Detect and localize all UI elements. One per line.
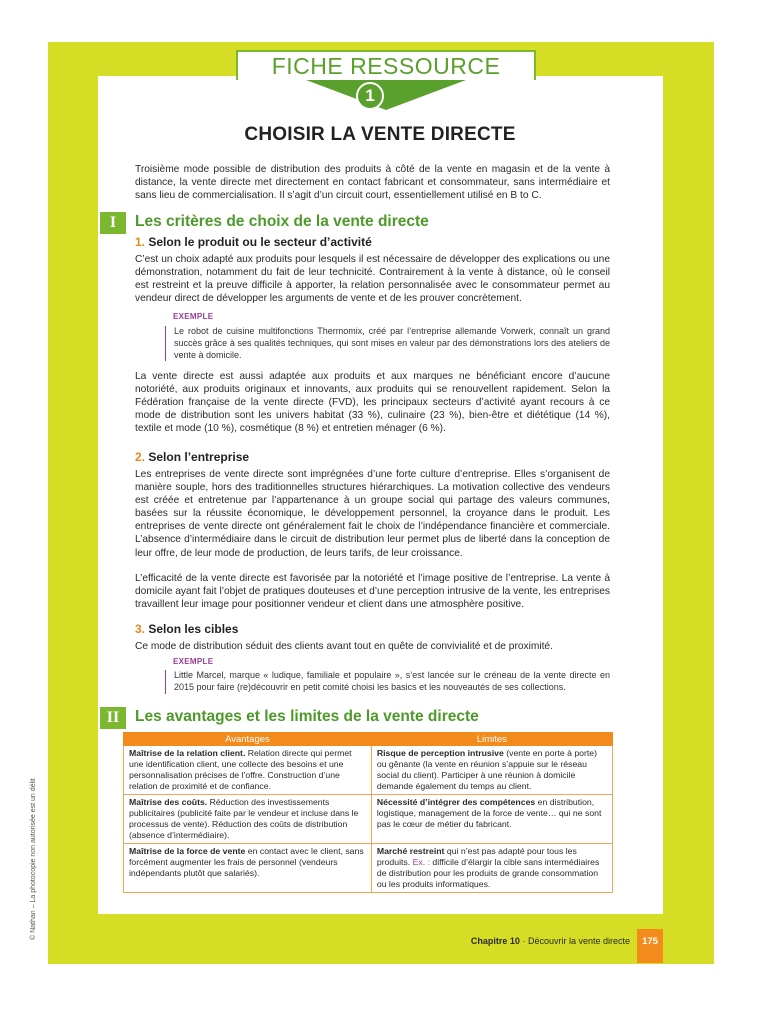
subsection-2-paragraph-1: Les entreprises de vente directe sont imprégnées d’une forte culture d’entreprise. Elles s’organisent de manière souple, hors des traditionnelles structures hiérarchiques. La motivation collective des vendeurs est créée et entretenue par l’appartenance à un groupe social qui partage des valeurs communes, basées sur la réussite économique, le développement personnel, la croyance dans le produit. Les entreprises de vente directe ont généralement fait le choix de l’indépendance financière et commerciale. L’absence d’intermédiaire dans le circuit de distribution leur permet plus de liberté dans la conception de leur offre, de leur mode de production, de leurs tarifs, de leur croissance. [135,469,610,559]
subsection-1-paragraph-1: C’est un choix adapté aux produits pour lesquels il est nécessaire de développer des explications ou une démonstration, notamment du fait de leur technicité. Contrairement à la vente à distance, où le conseil est restreint et la preuve difficile à apporter, la relation personnalisée avec le consommateur permet au vendeur direct de développer les arguments de vente et de les prouver concrètement. [135,254,610,305]
intro-paragraph: Troisième mode possible de distribution des produits à côté de la vente en magasin et de la vente à distance, la vente directe met directement en contact fabricant et consommateur, sans intermédiaire et sans lieu de commercialisation. Il s’agit d’un circuit court, essentiellement utilisé en B to C. [135,164,610,202]
subsection-2-number: 2. [135,450,146,464]
cell-bold-text: Risque de perception intrusive [376,748,504,758]
table-row [124,746,613,795]
subsection-1-title: Selon le produit ou le secteur d’activité [148,235,372,249]
subsection-3-paragraph-1: Ce mode de distribution séduit des clients avant tout en quête de convivialité et de proximité. [135,641,553,652]
cell-text: (vente en porte à porte) ou gênante (la vente en réunion s’appuie sur le réseau social du client). Participer à une réunion à domicile demande également du temps au client. [376,748,598,791]
fiche-ressource-banner [236,50,536,80]
table-cell-limit [371,746,612,795]
chapter-title: · Découvrir la vente directe [519,936,630,946]
cell-text: Relation directe qui permet une identification client, une collecte des besoins et une personnalisation précises de l’offre. Construction d’une relation de proximité et de confiance. [129,748,352,791]
cell-bold-text: Nécessité d’intégrer des compétences [376,797,536,807]
cell-text: en contact avec le client, sans forcément augmenter les frais de personnel (vendeurs indépendants plutôt que salariés). [129,846,364,878]
banner-arrow [306,80,466,110]
subsection-1-heading [135,235,372,249]
table-cell-advantage [124,746,372,795]
example-2-label: EXEMPLE [173,657,214,666]
subsection-2-paragraph-2: L’efficacité de la vente directe est favorisée par la notoriété et l’image positive de l’entreprise. La vente à domicile ayant fait l’objet de pratiques douteuses et d’une perception intrusive de la vente, les entreprises travaillent leur image pour positionner vendeur et client dans une atmosphère positive. [135,573,610,611]
cell-text: Réduction des investissements publicitaires (publicité faite par le vendeur et incluse dans le processus de vente). Réduction des coûts de distribution (absence d’intermédiaire). [129,797,359,840]
cell-bold-text: Maîtrise des coûts. [129,797,208,807]
example-2-text: Little Marcel, marque « ludique, familiale et populaire », s’est lancée sur le créneau de la vente directe en 2015 pour faire (re)découvrir en petit comité choisi les basics et les nouveautés de ses collections. [165,670,610,694]
cell-text: qui n’est pas adapté pour tous les produits. [376,846,577,867]
cell-bold-text: Maîtrise de la relation client. [129,748,246,758]
subsection-3-heading [135,622,238,636]
example-1-label: EXEMPLE [173,312,214,321]
example-1-text: Le robot de cuisine multifonctions Thermomix, créé par l’entreprise allemande Vorwerk, connaît un grand succès grâce à ses qualités techniques, qui sont mises en valeur par des démonstrations lors des ateliers de vente à domicile. [165,326,610,361]
page-number: 175 [637,929,663,963]
table-header-row [124,733,613,746]
cell-text: en distribution, logistique, management de la force de vente… qui ne sont pas le cœur de métier du fabricant. [376,797,602,829]
cell-bold-text: Marché restreint [376,846,445,856]
copyright-side-note: © Nathan – La photocopie non autorisée est un délit [30,778,37,940]
page-title: CHOISIR LA VENTE DIRECTE [244,124,516,145]
table-row [124,844,613,893]
chapter-footer [430,936,630,946]
table-cell-advantage [124,795,372,844]
advantages-limits-table [123,732,613,893]
subsection-1-paragraph-2: La vente directe est aussi adaptée aux produits et aux marques ne bénéficiant encore d’aucune notoriété, aux produits originaux et innovants, aux produits qui se renouvellent rapidement. Selon la Fédération française de la vente directe (FVD), les principaux secteurs d’activité ayant recours à ce mode de distribution sont les univers habitat (33 %), culinaire (23 %), bien-être et diététique (14 %), textile et mode (10 %), cosmétique (8 %) et entretien ménager (6 %). [135,371,610,435]
subsection-3-title: Selon les cibles [148,622,239,636]
cell-bold-text: Maîtrise de la force de vente [129,846,246,856]
section-2-marker: II [100,707,126,729]
table-header-advantages: Avantages [124,733,372,746]
section-1-marker: I [100,212,126,234]
section-2-title: Les avantages et les limites de la vente directe [135,708,479,725]
table-cell-limit [371,795,612,844]
subsection-1-number: 1. [135,235,146,249]
subsection-3-number: 3. [135,622,146,636]
cell-text: difficile d’élargir la cible sans intermédiaires de distribution pour les produits de grande consommation ou les produits informatiques. [376,857,600,889]
subsection-2-heading [135,450,249,464]
table-cell-limit [371,844,612,893]
cell-example-marker: Ex. : [410,857,430,867]
section-1-title: Les critères de choix de la vente directe [135,213,429,230]
table-header-limits: Limites [371,733,612,746]
fiche-number-badge: 1 [356,82,384,110]
fiche-label: FICHE RESSOURCE [271,53,501,79]
chapter-label: Chapitre 10 [470,936,520,946]
table-row [124,795,613,844]
table-cell-advantage [124,844,372,893]
subsection-2-title: Selon l’entreprise [148,450,250,464]
